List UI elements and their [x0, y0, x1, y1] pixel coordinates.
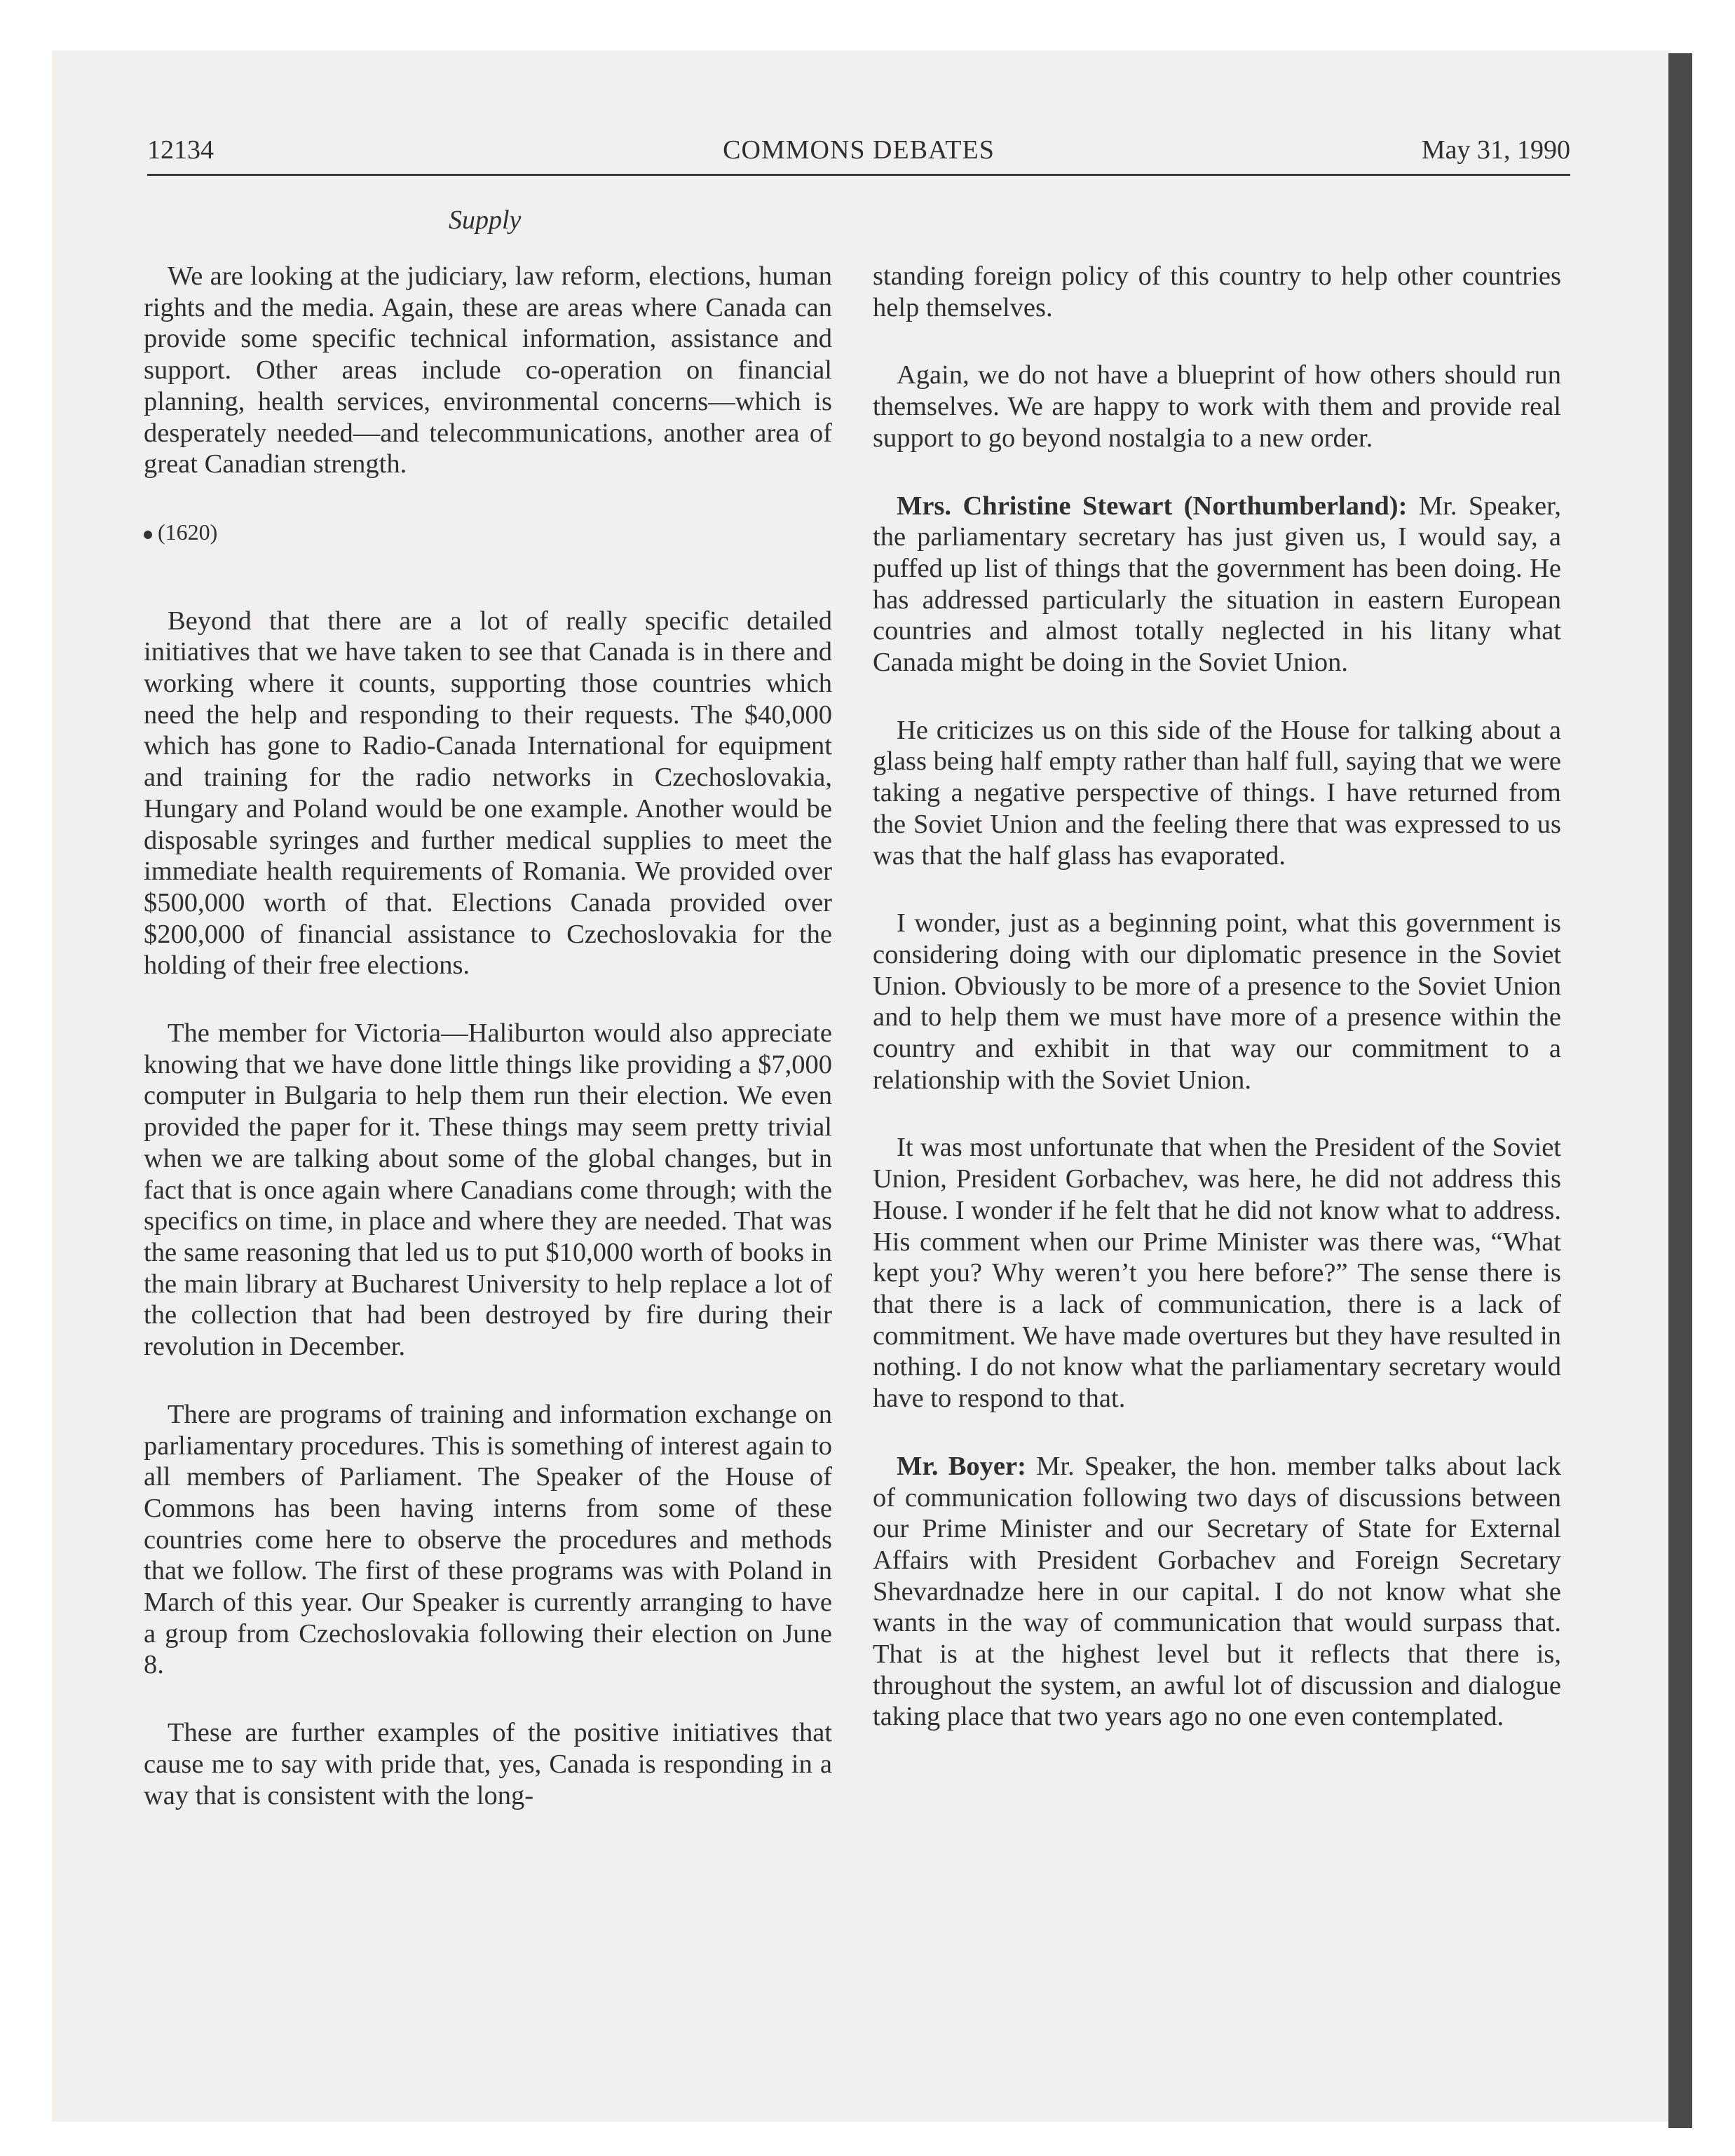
paragraph: These are further examples of the positive initiatives that cause me to say with pride that, yes, Canada is responding in a way that is consistent with the long-	[144, 1718, 832, 1810]
paragraph: Again, we do not have a blueprint of how others should run themselves. We are happy to work with them and provide real support to go beyond nostalgia to a new order.	[873, 360, 1561, 453]
bullet-icon	[144, 531, 152, 539]
speech-paragraph	[873, 491, 1561, 678]
paragraph: It was most unfortunate that when the President of the Soviet Union, President Gorbachev, was here, he did not address this House. I wonder if he felt that he did not know what to address. His comment when our Prime Minister was there was, “What kept you? Why weren’t you here before?” The sense there is that there is a lack of communication, there is a lack of commitment. We have made overtures but they have resulted in nothing. I do not know what the parliamentary secretary would have to respond to that.	[873, 1133, 1561, 1414]
speaker-name: Mr. Boyer:	[897, 1451, 1026, 1481]
section-heading: Supply	[449, 205, 522, 235]
timestamp: (1620)	[158, 519, 218, 545]
speech-paragraph	[873, 1451, 1561, 1733]
publication-date: May 31, 1990	[1421, 135, 1570, 165]
paragraph-continuation: standing foreign policy of this country to help other countries help themselves.	[873, 261, 1561, 322]
speech-text: Mr. Speaker, the hon. member talks about lack of communication following two days of discussions between our Prime Minister and our Secretary of State for External Affairs with President Gorbachev and Foreign Secretary Shevardnadze here in our capital. I do not know what she wants in the way of communication that would surpass that. That is at the highest level but it reflects that there is, throughout the system, an awful lot of discussion and dialogue taking place that two years ago no one even contemplated.	[873, 1451, 1561, 1732]
page-header	[147, 132, 1570, 176]
scan-edge-shadow	[1668, 53, 1692, 2128]
publication-title: COMMONS DEBATES	[723, 135, 995, 165]
paragraph: Beyond that there are a lot of really specific detailed initiatives that we have taken to see that Canada is in there and working where it counts, supporting those countries which need the help and responding to their requests. The $40,000 which has gone to Radio-Canada International for equipment and training for the radio networks in Czechoslovakia, Hungary and Poland would be one example. Another would be disposable syringes and further medical supplies to meet the immediate health requirements of Romania. We provided over $500,000 worth of that. Elections Canada provided over $200,000 of financial assistance to Czechoslovakia for the holding of their free elections.	[144, 606, 832, 981]
paragraph: The member for Victoria—Haliburton would also appreciate knowing that we have done little things like providing a $7,000 computer in Bulgaria to help them run their election. We even provided the paper for it. These things may seem pretty trivial when we are talking about some of the global changes, but in fact that is once again where Canadians come through; with the specifics on time, in place and where they are needed. That was the same reasoning that led us to put $10,000 worth of books in the main library at Bucharest University to help replace a lot of the collection that had been destroyed by fire during their revolution in December.	[144, 1018, 832, 1362]
paragraph: I wonder, just as a beginning point, what this government is considering doing with our diplomatic presence in the Soviet Union. Obviously to be more of a presence to the Soviet Union and to help them we must have more of a presence within the country and exhibit in that way our commitment to a relationship with the Soviet Union.	[873, 908, 1561, 1095]
page-number: 12134	[147, 135, 214, 165]
paragraph: He criticizes us on this side of the House for talking about a glass being half empty rather than half full, saying that we were taking a negative perspective of things. I have returned from the Soviet Union and the feeling there that was expressed to us was that the half glass has evaporated.	[873, 715, 1561, 871]
speaker-name: Mrs. Christine Stewart (Northumberland):	[897, 491, 1408, 521]
left-column	[144, 261, 832, 1848]
speech-text: Mr. Speaker, the parliamentary secretary has just given us, I would say, a puffed up list of things that the government has been doing. He has addressed particularly the situation in eastern European countries and almost totally neglected in his litany what Canada might be doing in the Soviet Union.	[873, 491, 1562, 678]
timestamp-marker	[144, 517, 832, 548]
paragraph: There are programs of training and information exchange on parliamentary procedures. This is something of interest again to all members of Parliament. The Speaker of the House of Commons has been having interns from some of these countries come here to observe the procedures and methods that we follow. The first of these programs was with Poland in March of this year. Our Speaker is currently arranging to have a group from Czechoslovakia following their election on June 8.	[144, 1399, 832, 1680]
right-column	[873, 261, 1561, 1769]
paragraph: We are looking at the judiciary, law reform, elections, human rights and the media. Again, these are areas where Canada can provide some specific technical information, assistance and support. Other areas include co-operation on financial planning, health services, environmental concerns—which is desperately needed—and telecommunications, another area of great Canadian strength.	[144, 261, 832, 479]
